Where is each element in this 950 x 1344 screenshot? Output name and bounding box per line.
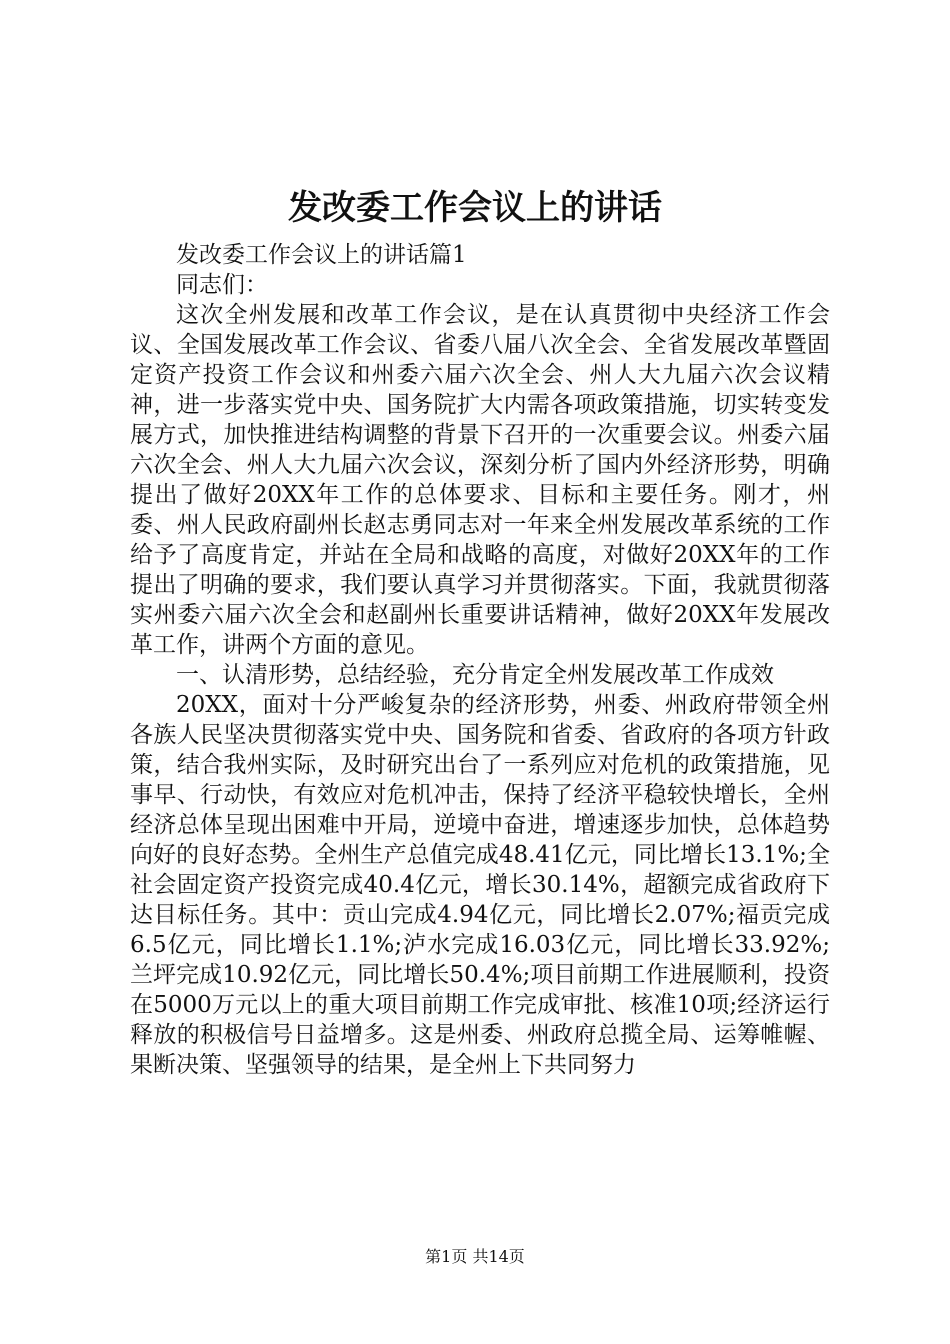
paragraph-intro: 这次全州发展和改革工作会议，是在认真贯彻中央经济工作会议、全国发展改革工作会议、省委八届八次全会、全省发展改革暨固定资产投资工作会议和州委六届六次全会、州人大九届六次会议精神，进一步落实党中央、国务院扩大内需各项政策措施，切实转变发展方式，加快推进结构调整的背景下召开的一次重要会议。州委六届六次全会、州人大九届六次会议，深刻分析了国内外经济形势，明确提出了做好20XX年工作的总体要求、目标和主要任务。刚才，州委、州人民政府副州长赵志勇同志对一年来全州发展改革系统的工作给予了高度肯定，并站在全局和战略的高度，对做好20XX年的工作提出了明确的要求，我们要认真学习并贯彻落实。下面，我就贯彻落实州委六届六次全会和赵副州长重要讲话精神，做好20XX年发展改革工作，讲两个方面的意见。 — [130, 302, 830, 658]
salutation: 同志们： — [176, 272, 268, 298]
page-footer: 第1页 共14页 — [425, 1247, 525, 1266]
paragraph-review: 20XX，面对十分严峻复杂的经济形势，州委、州政府带领全州各族人民坚决贯彻落实党中央、国务院和省委、省政府的各项方针政策，结合我州实际，及时研究出台了一系列应对危机的政策措施，见事早、行动快，有效应对危机冲击，保持了经济平稳较快增长，全州经济总体呈现出困难中开局，逆境中奋进，增速逐步加快，总体趋势向好的良好态势。全州生产总值完成48.41亿元，同比增长13.1%;全社会固定资产投资完成40.4亿元，增长30.14%，超额完成省政府下达目标任务。其中：贡山完成4.94亿元，同比增长2.07%;福贡完成6.5亿元，同比增长1.1%;泸水完成16.03亿元，同比增长33.92%;兰坪完成10.92亿元，同比增长50.4%;项目前期工作进展顺利，投资在5000万元以上的重大项目前期工作完成审批、核准10项;经济运行释放的积极信号日益增多。这是州委、州政府总揽全局、运筹帷幄、果断决策、坚强领导的结果，是全州上下共同努力 — [130, 692, 830, 1078]
document-body — [130, 240, 830, 1080]
document-subtitle: 发改委工作会议上的讲话篇1 — [176, 242, 467, 268]
section-heading: 一、认清形势，总结经验，充分肯定全州发展改革工作成效 — [176, 662, 774, 688]
page-title: 发改委工作会议上的讲话 — [288, 188, 662, 228]
